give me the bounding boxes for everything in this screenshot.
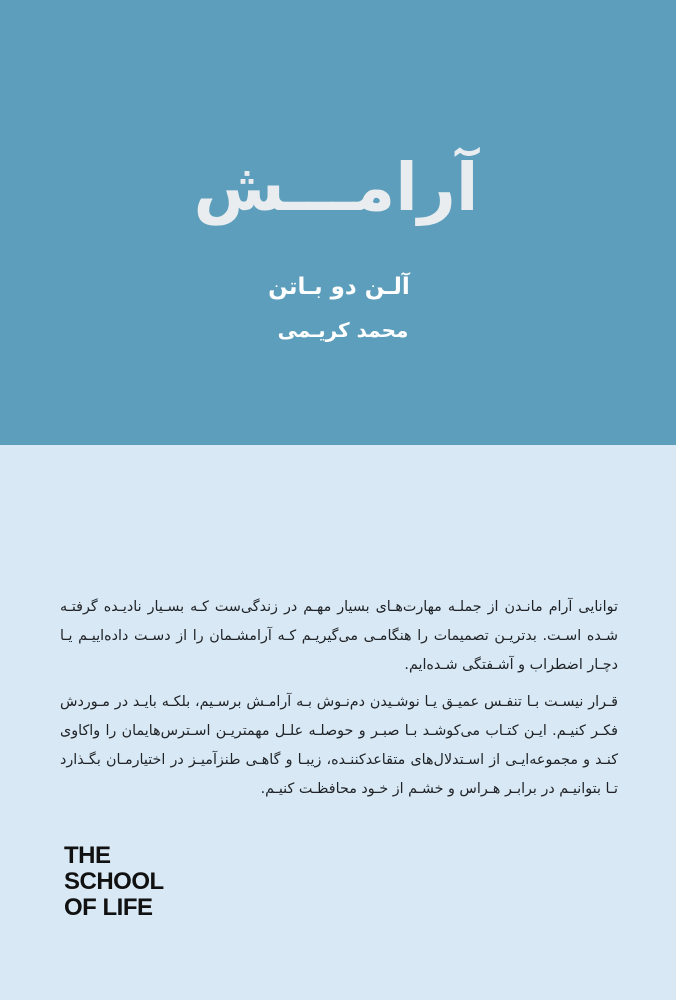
author-name: آلـن دو بـاتن xyxy=(268,274,410,300)
translator-name: محمد کریـمی xyxy=(277,318,409,342)
blurb-paragraph-2: قـرار نیسـت بـا تنفـس عمیـق یـا نوشـیدن دم‌نـوش بـه آرامـش برسـیم، بلکـه بایـد در مـوردش فکـر کنیـم. ایـن کتـاب می‌کوشـد بـا صبـر و حوصلـه علـل مهمتریـن اسـترس‌هایمان را واکاوی کنـد و مجموعه‌ایـی از اسـتدلال‌های متقاعدکننـده، زیبـا و گاهـی طنزآمیـز در اختیارمـان بگـذارد تـا بتوانیـم در برابـر هـراس و خشـم از خـود محافظـت کنیـم. xyxy=(60,694,618,797)
blurb-paragraph-1: توانایی آرام مانـدن از جملـه مهارت‌هـای بسیار مهـم در زندگی‌ست کـه بسـیار نادیـده گرفتـه شـده اسـت. بدتریـن تصمیمات را هنگامـی می‌گیریـم کـه آرامشـمان را از دسـت داده‌اییـم یـا دچـار اضطراب و آشـفتگی شـده‌ایم. xyxy=(60,599,618,673)
logo-line-1: THE xyxy=(64,842,111,869)
logo-line-3: OF LIFE xyxy=(64,894,153,921)
logo-line-2: SCHOOL xyxy=(64,868,164,895)
book-title: آرامـــش xyxy=(193,149,479,226)
cover-top-panel xyxy=(0,0,676,445)
cover-blurb xyxy=(60,593,618,812)
school-of-life-logo xyxy=(64,843,164,921)
